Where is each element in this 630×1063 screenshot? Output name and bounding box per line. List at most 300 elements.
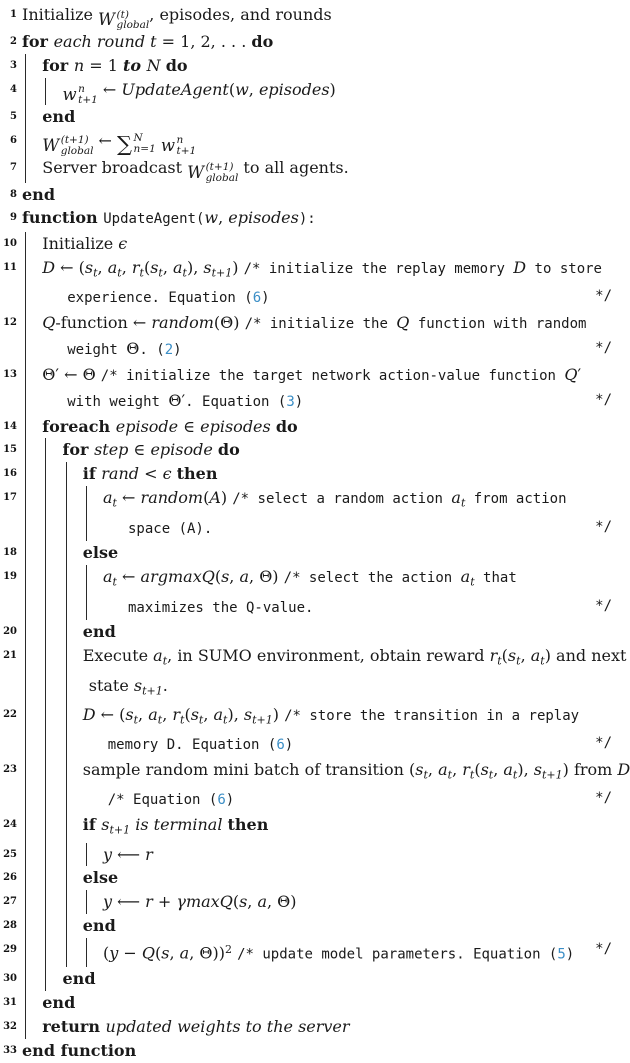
code-row [0, 78, 630, 105]
code-row [0, 914, 630, 938]
code-row [0, 1015, 630, 1039]
code-run: s [150, 258, 159, 278]
line-number: 13 [3, 368, 17, 380]
code-run: t [182, 266, 187, 280]
line-number: 2 [10, 36, 17, 47]
code-run: t [223, 713, 228, 727]
math-stack: W (t+1) global [42, 134, 94, 157]
code-run: r [172, 704, 181, 724]
algo-line-14 [0, 415, 630, 439]
code-run: a [213, 704, 224, 724]
code-row [0, 156, 630, 183]
code-run: function [22, 208, 104, 228]
code-run: ϵ [162, 464, 177, 484]
line-number: 19 [3, 571, 17, 583]
code-run: , [247, 892, 258, 912]
code-run: , [493, 760, 504, 780]
code-row [0, 438, 630, 462]
code-run: episode [150, 440, 218, 460]
code-run: ( [228, 79, 236, 99]
code-run: , [520, 646, 531, 666]
code-run: /* update model parameters. Equation ( [237, 946, 558, 963]
code-run: updated weights to the server [105, 1017, 350, 1037]
code-run: t+1 [252, 713, 273, 727]
code-run: , [203, 704, 214, 724]
code-run: ← ( [95, 704, 126, 724]
code-row [0, 516, 630, 542]
code-run: D [513, 258, 527, 278]
code-run: ← ( [55, 258, 85, 278]
code-run: ) [272, 704, 285, 724]
line-number: 5 [10, 110, 17, 122]
code-row [0, 787, 630, 813]
code-run: D [617, 760, 630, 780]
line-number: 27 [3, 896, 17, 908]
code-run: < [144, 464, 163, 484]
algo-line-12 [0, 311, 630, 363]
code-run: t [198, 713, 204, 727]
algo-line-31 [0, 991, 630, 1015]
code-run: t [470, 575, 475, 589]
code-run: to store [526, 261, 602, 278]
code-run: t [460, 496, 466, 510]
code-run: ϵ [118, 234, 128, 254]
code-run: a [153, 646, 163, 666]
code-run: ) [565, 946, 575, 963]
equation-ref-link[interactable]: 6 [276, 737, 285, 754]
code-row [0, 813, 630, 842]
code-run: s [480, 760, 489, 780]
code-run: r [489, 646, 498, 666]
algo-line-27 [0, 890, 630, 914]
code-run: ) [329, 79, 336, 99]
line-number: 22 [3, 708, 17, 720]
code-run: s [161, 943, 170, 963]
code-run: a [103, 488, 113, 508]
code-run: s [203, 258, 212, 278]
code-run: t [447, 768, 453, 782]
code-row [0, 758, 630, 787]
algo-line-1 [0, 3, 630, 30]
code-row [0, 991, 630, 1015]
code-run: end [82, 622, 116, 642]
equation-ref-link[interactable]: 2 [164, 342, 174, 359]
code-run: − [118, 943, 142, 963]
line-number: 24 [3, 819, 17, 831]
code-run: ) [173, 342, 182, 359]
algo-line-20 [0, 620, 630, 644]
code-run: then [176, 464, 218, 484]
code-run: , [229, 567, 240, 587]
line-number: 8 [10, 188, 17, 200]
code-run: Θ [126, 339, 140, 359]
code-row [0, 285, 630, 311]
code-run: do [251, 32, 274, 51]
algo-line-22 [0, 703, 630, 758]
comment-close-marker: */ [595, 518, 612, 535]
algo-line-2 [0, 30, 630, 54]
code-run: ) from [562, 760, 618, 780]
math-stack: w n t+1 [62, 83, 98, 106]
code-run: s [243, 704, 253, 724]
code-run: ) [261, 290, 270, 307]
code-run: t [117, 266, 122, 280]
code-run: /* store the transition in a replay [284, 707, 580, 724]
code-run: , [162, 704, 173, 724]
code-run: then [227, 815, 269, 835]
line-number: 1 [10, 9, 17, 20]
code-run: weight [67, 342, 127, 359]
code-run: if [82, 464, 102, 484]
code-run: end [42, 993, 76, 1013]
comment-close-marker: */ [595, 391, 612, 408]
code-run: , Θ) [249, 567, 284, 587]
code-run: N [146, 55, 166, 75]
code-run: t [469, 768, 475, 782]
code-run: rand [101, 464, 145, 484]
code-run: = 1 [89, 55, 123, 75]
algo-line-30 [0, 967, 630, 991]
code-run: r [131, 258, 140, 278]
line-number: 3 [10, 59, 17, 71]
line-number: 11 [3, 262, 17, 274]
code-row [0, 890, 630, 914]
code-run: episodes [228, 208, 299, 228]
code-run: end [62, 969, 96, 989]
comment-close-marker: */ [595, 790, 612, 807]
code-run: ( [184, 704, 191, 724]
code-run: t [93, 266, 98, 280]
code-run: Θ′ [168, 390, 186, 410]
code-run: r [462, 760, 470, 780]
line-number: 4 [10, 83, 17, 95]
algo-line-10 [0, 232, 630, 256]
code-run: s [125, 704, 134, 724]
code-row [0, 866, 630, 890]
code-row [0, 311, 630, 337]
line-number: 33 [3, 1044, 17, 1056]
code-row [0, 54, 630, 78]
code-run: . Equation ( [185, 393, 287, 410]
code-run: ( [232, 892, 240, 912]
code-run: ) [220, 488, 233, 508]
code-run: foreach [42, 416, 116, 436]
code-run: ( [501, 646, 508, 666]
code-run: . [162, 675, 168, 695]
code-run: , [427, 760, 439, 780]
code-run: do [165, 55, 188, 75]
code-run: w [204, 208, 219, 228]
algo-line-32 [0, 1015, 630, 1039]
code-run: , [452, 760, 463, 780]
code-row [0, 462, 630, 486]
code-run: t [158, 266, 163, 280]
algo-line-8 [0, 183, 630, 207]
algo-line-29 [0, 938, 630, 967]
code-run: return [42, 1017, 106, 1037]
code-run: a [503, 760, 513, 780]
code-run: t [497, 654, 502, 668]
code-run: /* select the action [283, 570, 461, 587]
line-number: 23 [3, 764, 17, 776]
code-run: ∈ [133, 440, 151, 460]
code-run: /* initialize the replay memory [243, 261, 514, 278]
code-run: s [415, 760, 424, 780]
code-row [0, 183, 630, 207]
line-number: 29 [3, 944, 17, 955]
comment-close-marker: */ [595, 735, 612, 752]
code-run: ( [203, 488, 210, 508]
code-run: D [42, 258, 56, 278]
code-row [0, 644, 630, 673]
code-row [0, 703, 630, 732]
code-run: t+1 [541, 768, 563, 782]
algo-line-5 [0, 105, 630, 129]
code-run: t+1 [211, 266, 233, 280]
algo-line-3 [0, 54, 630, 78]
algo-line-19 [0, 565, 630, 620]
code-run: else [82, 543, 119, 563]
code-row [0, 967, 630, 991]
line-number: 28 [3, 920, 17, 932]
code-run: memory D. Equation ( [107, 737, 277, 754]
code-row [0, 3, 630, 30]
code-row [0, 256, 630, 285]
code-run: ): [298, 211, 316, 228]
code-run: r [145, 844, 153, 864]
algo-line-33 [0, 1039, 630, 1063]
code-run: Server broadcast [42, 157, 188, 177]
code-run: D [82, 704, 96, 724]
code-run: s [533, 760, 542, 780]
code-run: y [103, 892, 113, 912]
code-run: to all agents. [238, 157, 349, 177]
code-run: sample random mini batch of transition ( [82, 760, 416, 780]
line-number: 10 [3, 238, 17, 250]
code-run: t [112, 496, 117, 510]
algo-line-16 [0, 462, 630, 486]
code-row [0, 938, 630, 967]
code-run: random [151, 313, 214, 333]
algo-line-15 [0, 438, 630, 462]
code-row [0, 620, 630, 644]
code-row [0, 843, 630, 867]
code-run: Q [564, 364, 578, 384]
line-number: 9 [10, 212, 17, 224]
code-run: t [112, 575, 117, 589]
algo-line-11 [0, 256, 630, 311]
code-run: /* Equation ( [107, 792, 218, 809]
code-run: t [423, 768, 428, 782]
code-run: to [122, 55, 147, 75]
code-run: Initialize [22, 5, 99, 24]
code-run: argmaxQ [140, 567, 215, 587]
code-run: from action [465, 491, 567, 508]
comment-close-marker: */ [595, 941, 612, 957]
code-run: if [82, 815, 102, 835]
math-stack: W (t) global [98, 8, 150, 31]
code-run: a [173, 258, 183, 278]
code-run: ← [116, 488, 141, 508]
code-run: ) [294, 393, 304, 410]
code-row [0, 206, 630, 232]
code-row [0, 30, 630, 54]
code-run: that [474, 570, 517, 587]
code-run: Initialize [42, 234, 119, 254]
algo-line-25 [0, 843, 630, 867]
code-run: ′ [577, 364, 582, 384]
code-run: end [82, 916, 116, 936]
code-run: a [239, 567, 250, 587]
code-run: a [451, 488, 461, 508]
code-run: t [162, 654, 168, 668]
code-run: Θ′ ← Θ [42, 364, 101, 384]
code-run: , [97, 258, 108, 278]
code-run: , Θ)) [189, 943, 225, 963]
code-run: ( [103, 943, 110, 963]
code-run: ), [186, 258, 204, 278]
code-run: ⟵ [112, 844, 146, 864]
code-row [0, 1039, 630, 1063]
algo-line-21 [0, 644, 630, 703]
code-run: /* initialize the target network action-value function [100, 367, 565, 384]
code-run: ( [214, 567, 222, 587]
code-run: A [209, 488, 221, 508]
code-row [0, 732, 630, 758]
code-run: t [133, 713, 139, 727]
code-run: for [42, 55, 74, 75]
algo-line-17 [0, 486, 630, 541]
code-run: a [107, 258, 118, 278]
code-run: space (A). [128, 520, 213, 537]
code-run: , [248, 79, 259, 99]
line-number: 26 [3, 872, 17, 884]
code-run: a [530, 646, 541, 666]
algo-line-18 [0, 541, 630, 565]
code-run: ⟵ [112, 892, 146, 912]
code-run: episodes [200, 416, 276, 436]
math-stack: W (t+1) global [187, 161, 239, 184]
code-run: t+1 [109, 823, 131, 837]
equation-ref-link[interactable]: 6 [252, 290, 262, 307]
code-run: y [103, 844, 113, 864]
code-run: ( [474, 760, 481, 780]
code-run: episode [115, 416, 184, 436]
code-run: ), [517, 760, 534, 780]
code-run: s [507, 646, 517, 666]
code-row [0, 674, 630, 703]
code-run: /* select a random action [232, 491, 452, 508]
line-number: 20 [3, 626, 17, 638]
line-number: 14 [3, 420, 17, 432]
code-run: s [239, 892, 248, 912]
code-run: a [179, 943, 190, 963]
code-run: , in SUMO environment, obtain reward [167, 646, 490, 666]
code-run: UpdateAgent [121, 79, 229, 99]
code-row [0, 486, 630, 515]
algo-line-13 [0, 363, 630, 415]
code-run: , [162, 258, 173, 278]
code-run: ( [143, 258, 151, 278]
code-run: ← [97, 79, 122, 99]
code-run: for [22, 32, 54, 51]
code-run: t [488, 768, 494, 782]
algo-line-7 [0, 156, 630, 183]
code-run: UpdateAgent( [103, 211, 205, 228]
code-run: -function ← [55, 313, 152, 333]
code-run: , [138, 704, 149, 724]
code-run: experience. Equation ( [67, 290, 253, 307]
code-run: ) [284, 737, 294, 754]
math-stack: w n t+1 [160, 134, 197, 157]
equation-ref-link[interactable]: 5 [557, 946, 566, 963]
code-run: a [257, 892, 267, 912]
code-run: maximizes the Q-value. [128, 599, 314, 616]
code-run: t [157, 713, 163, 727]
code-run: step [94, 440, 134, 460]
code-run: ) [232, 258, 244, 278]
code-run: a [438, 760, 448, 780]
algo-line-4 [0, 78, 630, 105]
code-row [0, 415, 630, 439]
code-row [0, 389, 630, 415]
code-run: r [145, 892, 153, 912]
code-run: ( [155, 943, 162, 963]
code-run: . ( [139, 342, 165, 359]
code-run: a [460, 567, 471, 587]
equation-ref-link[interactable]: 6 [217, 792, 226, 809]
code-run: , Θ) [267, 892, 297, 912]
line-number: 32 [3, 1021, 17, 1033]
code-run: s [190, 704, 199, 724]
code-run: /* initialize the [244, 316, 397, 333]
code-run: each round t [53, 32, 162, 51]
code-run: Execute [82, 646, 154, 666]
code-run: ) and next [544, 646, 627, 666]
code-run: s [133, 675, 143, 695]
code-row [0, 541, 630, 565]
code-run: t [516, 654, 521, 668]
code-run: ) [225, 792, 235, 809]
code-run: end function [22, 1040, 137, 1060]
code-run: with weight [67, 393, 169, 410]
code-run: t [512, 768, 518, 782]
code-run: end [42, 106, 76, 126]
code-run: Q [42, 313, 56, 333]
algo-line-24 [0, 813, 630, 842]
code-run: , [169, 943, 180, 963]
line-number: 21 [3, 650, 17, 662]
code-run: episodes [258, 79, 330, 99]
math-stack: ∑ N n=1 [117, 131, 156, 156]
code-run: is terminal [130, 815, 228, 835]
comment-close-marker: */ [595, 597, 612, 614]
code-run: ∈ [183, 416, 201, 436]
code-run: Q [396, 313, 410, 333]
algo-line-23 [0, 758, 630, 813]
code-run: n [73, 55, 90, 75]
code-run: y [109, 943, 119, 963]
code-run: ← [116, 567, 141, 587]
algo-line-28 [0, 914, 630, 938]
equation-ref-link[interactable]: 3 [286, 393, 295, 410]
code-run: , [218, 208, 229, 228]
code-run: s [84, 258, 94, 278]
code-row [0, 232, 630, 256]
code-run: t [180, 713, 185, 727]
line-number: 6 [10, 134, 17, 146]
line-number: 30 [3, 973, 17, 985]
